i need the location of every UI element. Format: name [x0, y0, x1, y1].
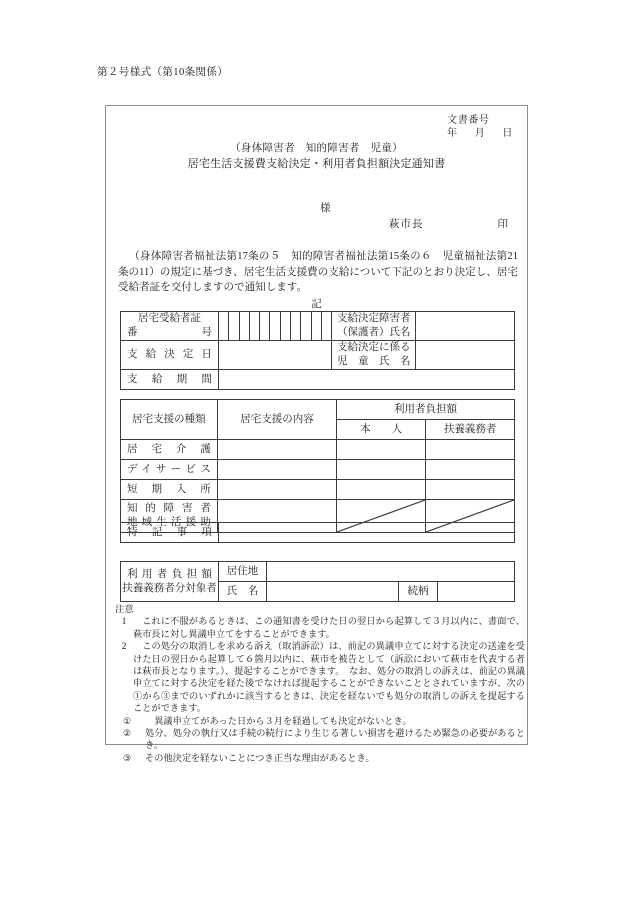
note-sub-line: その他決定を経ないことにつき正当な理由があるとき。 [145, 752, 375, 763]
cell-child-name-label [332, 341, 416, 370]
document-number-label: 文書番号 [447, 115, 490, 126]
note-line: 決定を経ないでも処分の取消しの訴えを提起することができます。 [133, 690, 525, 714]
cell-residence-value[interactable] [267, 562, 515, 582]
note-line: これに不服があるときは、この通知書を受けた日の翌日から起算して３月以内に、書面 [142, 616, 507, 627]
note-item [115, 615, 525, 640]
note-sub-body [145, 715, 525, 727]
header-support-content [217, 400, 336, 440]
notes-section [115, 603, 525, 764]
table-row [121, 480, 515, 500]
user-burden-label: 利用者負担額 [394, 403, 458, 415]
table-recipient-decision [120, 311, 515, 390]
cell-child-name-value[interactable] [416, 341, 515, 370]
cell-burden-obligation[interactable] [426, 460, 515, 480]
burden-target-label-line2: 扶養義務者分対象者 [122, 582, 217, 594]
document-number-block [447, 114, 513, 140]
note-sub-line: あるとき。 [145, 728, 525, 751]
cell-name-label [219, 582, 267, 602]
note-sub-item [115, 752, 525, 764]
cell-burden-self[interactable] [337, 460, 426, 480]
cell-burden-obligation[interactable] [426, 440, 515, 460]
header-burden-self [337, 420, 426, 440]
cell-name-value[interactable] [267, 582, 399, 602]
recipient-cert-label-line1: 居宅受給者証 [138, 313, 201, 324]
note-sub-line: 処分、処分の執行又は手続の続行により生じる著しい損害を避けるため緊急の必要が [145, 728, 498, 739]
table-remarks [120, 522, 515, 543]
header-burden-obligation [426, 420, 515, 440]
cell-service-content[interactable] [217, 480, 336, 500]
cell-service-content[interactable] [217, 460, 336, 480]
table-header-row [121, 400, 515, 420]
cell-service-label [121, 480, 218, 500]
note-line: ることができないこととされていますが、次の①から③までのいずれかに該当するときは、 [133, 678, 525, 701]
service-name-group-home-line2: 地域生活援助 [127, 517, 211, 528]
cell-decision-date-label [121, 341, 219, 370]
note-sub-item [115, 727, 525, 752]
notes-heading: 注意 [115, 604, 134, 614]
number-box[interactable] [291, 312, 301, 341]
cell-recipient-number-label [121, 312, 219, 341]
number-box[interactable] [249, 312, 259, 341]
cell-relation-label [399, 582, 438, 602]
child-label-line1: 支給決定に係る [337, 342, 411, 353]
number-box[interactable] [260, 312, 270, 341]
header-user-burden [337, 400, 515, 420]
table-row [121, 562, 515, 582]
note-body [133, 640, 525, 714]
name-label: 氏 名 [226, 585, 259, 597]
legal-line-2: 条の11）の規定に基づき、居宅生活支援費の支給について下記のとおり決定し、居 [118, 266, 508, 278]
table-row [121, 523, 515, 543]
number-box[interactable] [219, 312, 229, 341]
legal-line-3: 宅受給者証を交付しますので通知します。 [118, 266, 518, 293]
decision-date-label: 支給決定日 [127, 349, 212, 360]
table-support-services [120, 399, 515, 533]
title-block [106, 141, 527, 172]
service-name-short-stay: 短期入所 [127, 483, 211, 495]
ki-marker: 記 [311, 299, 322, 310]
header-support-kind [121, 400, 218, 440]
note-number: 1 [121, 616, 127, 627]
remarks-label: 特記事項 [127, 526, 212, 538]
cell-remarks-label [121, 523, 219, 543]
cell-burden-self[interactable] [337, 440, 426, 460]
relation-label: 続柄 [407, 585, 429, 597]
note-sub-item [115, 715, 525, 727]
cell-residence-label [219, 562, 267, 582]
beneficiary-label-line2: （保護者）氏名 [337, 327, 411, 338]
year-label: 年 [447, 128, 458, 139]
note-body [133, 615, 525, 640]
legal-body-text [118, 249, 518, 296]
service-name-home-care: 居宅介護 [127, 443, 211, 455]
support-period-label: 支給期間 [127, 373, 212, 385]
issuer-line [389, 216, 509, 231]
note-line: で、萩市長に対し異議申立てをすることができます。 [133, 616, 525, 639]
issuer-name: 萩市長 [389, 219, 424, 230]
note-sub-line: 異議申立てがあった日から３月を経過しても決定がないとき。 [145, 715, 412, 726]
number-box[interactable] [280, 312, 290, 341]
number-box[interactable] [270, 312, 280, 341]
note-sub-number: ③ [123, 752, 132, 763]
residence-label: 居住地 [226, 565, 259, 577]
note-line: この処分の取消しを求める訴え（取消訴訟）は、前記の異議申立てに対する決定の送達を [142, 641, 516, 652]
number-box[interactable] [301, 312, 311, 341]
cell-relation-value[interactable] [438, 582, 515, 602]
number-box[interactable] [239, 312, 249, 341]
cell-remarks-value[interactable] [219, 523, 515, 543]
cell-support-period-label [121, 370, 219, 390]
burden-obligation-label: 扶養義務者 [443, 423, 497, 435]
table-row [121, 440, 515, 460]
cell-support-period-value[interactable] [219, 370, 515, 390]
note-sub-body [145, 727, 525, 752]
table-burden-target [120, 561, 515, 602]
seal-mark: 印 [497, 219, 509, 230]
month-label: 月 [474, 128, 486, 139]
cell-burden-self[interactable] [337, 480, 426, 500]
number-box[interactable] [311, 312, 321, 341]
child-label-line2: 児 童 氏 名 [337, 356, 411, 367]
form-outer-frame [105, 105, 528, 763]
note-line: なお、処分の取消しの訴えは、前記の異議申立てに対する決定を経た後でなければ提起す [133, 666, 525, 689]
cell-service-label [121, 460, 218, 480]
note-sub-number: ② [123, 728, 132, 739]
table-row [121, 460, 515, 480]
recipient-cert-label-line2: 番 号 [127, 327, 212, 338]
title-subtitle: （身体障害者 知的障害者 児童） [230, 143, 403, 154]
support-kind-label: 居宅支援の種類 [132, 413, 206, 425]
cell-burden-obligation[interactable] [426, 480, 515, 500]
addressee-honorific: 様 [320, 203, 331, 214]
note-line: 受けた日の翌日から起算して６箇月以内に、萩市を被告として（訴訟において萩市を代表す [133, 641, 525, 664]
service-name-day-service: デイサービス [127, 463, 211, 475]
cell-decision-date-value[interactable] [219, 341, 332, 370]
support-content-label: 居宅支援の内容 [240, 413, 314, 425]
cell-beneficiary-name-label [332, 312, 416, 341]
note-sub-body [145, 752, 525, 764]
note-item [115, 640, 525, 714]
number-box[interactable] [229, 312, 239, 341]
beneficiary-label-line1: 支給決定障害者 [337, 313, 411, 324]
burden-self-label: 本 人 [360, 423, 403, 435]
cell-burden-target-label [121, 562, 219, 602]
table-row [121, 341, 515, 370]
cell-service-content[interactable] [217, 440, 336, 460]
cell-beneficiary-name-value[interactable] [416, 312, 515, 341]
burden-target-label-line1: 利用者負担額 [127, 568, 212, 580]
note-sub-number: ① [123, 715, 132, 726]
title-main: 居宅生活支援費支給決定・利用者負担額決定通知書 [187, 158, 446, 170]
legal-line-1: （身体障害者福祉法第17条の５ 知的障害者福祉法第15条の６ 児童福祉法第21 [129, 251, 518, 262]
table-row [121, 370, 515, 390]
document-date-line [447, 127, 513, 140]
note-number: 2 [121, 641, 127, 652]
form-code-label: 第２号様式（第10条関係） [97, 67, 229, 78]
note-line: る者は萩市長となります。）、提起することができます。 [133, 653, 525, 677]
cell-service-label [121, 440, 218, 460]
day-label: 日 [502, 128, 513, 139]
number-box[interactable] [321, 312, 331, 341]
service-name-group-home-line1: 知的障害者 [127, 503, 211, 514]
